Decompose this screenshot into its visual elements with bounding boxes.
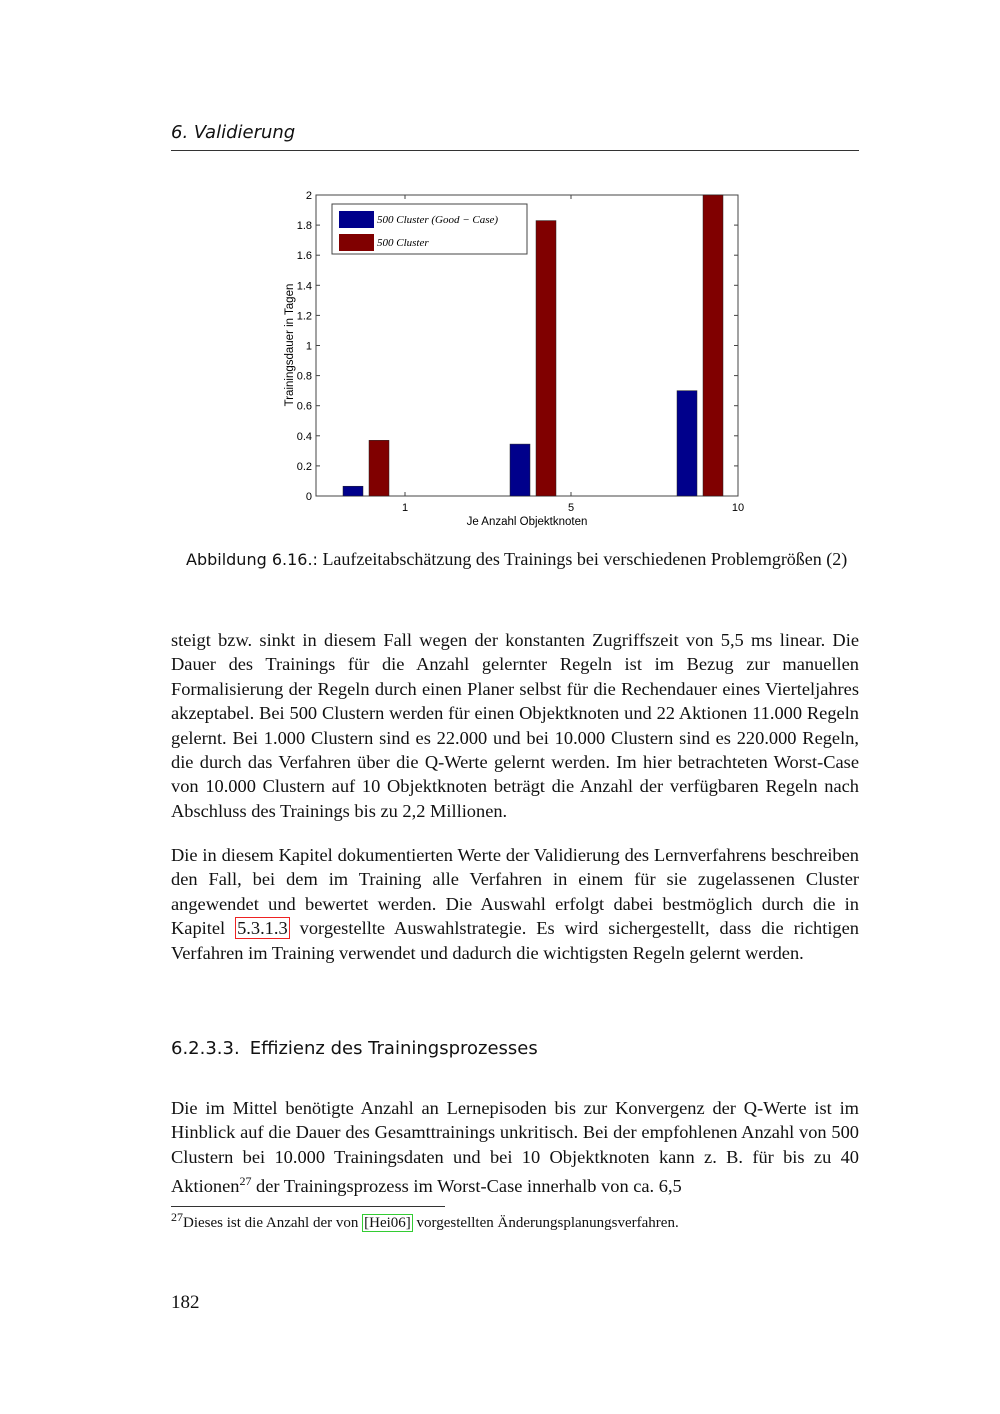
caption-label: Abbildung 6.16.: <box>186 550 318 569</box>
y-tick-label: 1.6 <box>296 250 312 263</box>
section-heading <box>171 1038 548 1059</box>
bar-500-cluster-5 <box>536 221 556 496</box>
paragraph-3 <box>171 1096 859 1199</box>
bar-500-cluster-10 <box>703 195 723 496</box>
legend-label: 500 Cluster (Good − Case) <box>377 214 499 226</box>
y-tick-label: 0.2 <box>296 460 312 473</box>
y-tick-label: 0.8 <box>296 370 312 383</box>
y-tick-label: 1.2 <box>296 310 312 323</box>
figure-caption <box>186 547 856 572</box>
bar-good-case-1 <box>343 486 363 496</box>
footnote <box>171 1210 679 1232</box>
y-tick-label: 0.6 <box>296 400 312 413</box>
y-tick-label: 0 <box>305 491 312 503</box>
bar-chart <box>0 0 1000 540</box>
paragraph-2 <box>171 843 859 965</box>
citation-link[interactable]: [Hei06] <box>364 1215 411 1231</box>
section-title: Effizienz des Trainingsprozesses <box>249 1038 538 1059</box>
bar-good-case-5 <box>510 444 530 496</box>
bar-500-cluster-1 <box>369 440 389 496</box>
x-tick-label: 5 <box>567 502 575 514</box>
page-number: 182 <box>171 1292 200 1313</box>
y-tick-label: 1.8 <box>296 220 312 233</box>
y-tick-label: 1.4 <box>296 280 312 293</box>
x-tick-label: 1 <box>401 502 409 514</box>
y-axis-label: Trainingsdauer in Tagen <box>284 283 296 407</box>
paragraph-2-text-end: vorgestellte Auswahlstrategie. Es wird sichergestellt, dass die richtigen Verfahren im Training verwendet und dadurch die wichtigsten Regeln gelernt werden. <box>171 918 859 963</box>
footnote-mark[interactable]: 27 <box>239 1174 252 1189</box>
paragraph-2-text: Die in diesem Kapitel dokumentierten Werte der Validierung des Lernverfahrens beschreiben den Fall, bei dem im Training alle Verfahren in einem für sie zugelassenen Cluster angewendet und bewertet werden. Die Auswahl erfolgt dabei bestmöglich durch die in Kapitel <box>171 845 859 939</box>
x-axis-label: Je Anzahl Objektknoten <box>466 516 588 528</box>
legend-swatch <box>339 211 374 228</box>
section-number: 6.2.3.3. <box>171 1038 240 1059</box>
y-tick-label: 0.4 <box>296 430 312 443</box>
y-tick-label: 2 <box>305 190 312 202</box>
paragraph-3-text: Die im Mittel benötigte Anzahl an Lernepisoden bis zur Konvergenz der Q-Werte ist im Hinblick auf die Dauer des Gesamttrainings unkritisch. Bei der empfohlenen Anzahl von 500 Clustern bei 10.000 Trainingsdaten und bei 10 Objektknoten kann z. B. für bis zu 40 Aktionen <box>171 1098 859 1197</box>
footnote-number: 27 <box>171 1210 183 1224</box>
y-tick-label: 1 <box>305 340 312 353</box>
running-header: 6. Validierung <box>171 122 296 143</box>
legend-swatch <box>339 234 374 251</box>
bar-good-case-10 <box>677 391 697 496</box>
legend-label: 500 Cluster <box>377 237 429 249</box>
caption-text: Laufzeitabschätzung des Trainings bei verschiedenen Problemgrößen (2) <box>322 549 848 569</box>
chapter-link[interactable]: 5.3.1.3 <box>237 918 288 939</box>
footnote-rule <box>171 1206 445 1207</box>
paragraph-3-text-end: der Trainingsprozess im Worst-Case innerhalb von ca. 6,5 <box>251 1176 682 1197</box>
footnote-text: Dieses ist die Anzahl der von <box>183 1215 363 1231</box>
paragraph-1: steigt bzw. sinkt in diesem Fall wegen der konstanten Zugriffszeit von 5,5 ms linear. Die Dauer des Trainings für die Anzahl gelernter Regeln ist im Bezug zur manuellen Formalisierung der Regeln durch einen Planer selbst für die Rechendauer eines Vierteljahres akzeptabel. Bei 500 Clustern werden für einen Objektknoten und 22 Aktionen 11.000 Regeln gelernt. Bei 1.000 Clustern sind es 22.000 und bei 10.000 Clustern sind es 220.000 Regeln, die durch das Verfahren über die Q-Werte gelernt werden. Im hier betrachteten Worst-Case von 10.000 Clustern auf 10 Objektknoten beträgt die Anzahl der verfügbaren Regeln nach Abschluss des Trainings bis zu 2,2 Millionen. <box>171 630 859 821</box>
footnote-text-end: vorgestellten Änderungsplanungsverfahren. <box>412 1215 679 1231</box>
x-tick-label: 10 <box>731 502 745 514</box>
